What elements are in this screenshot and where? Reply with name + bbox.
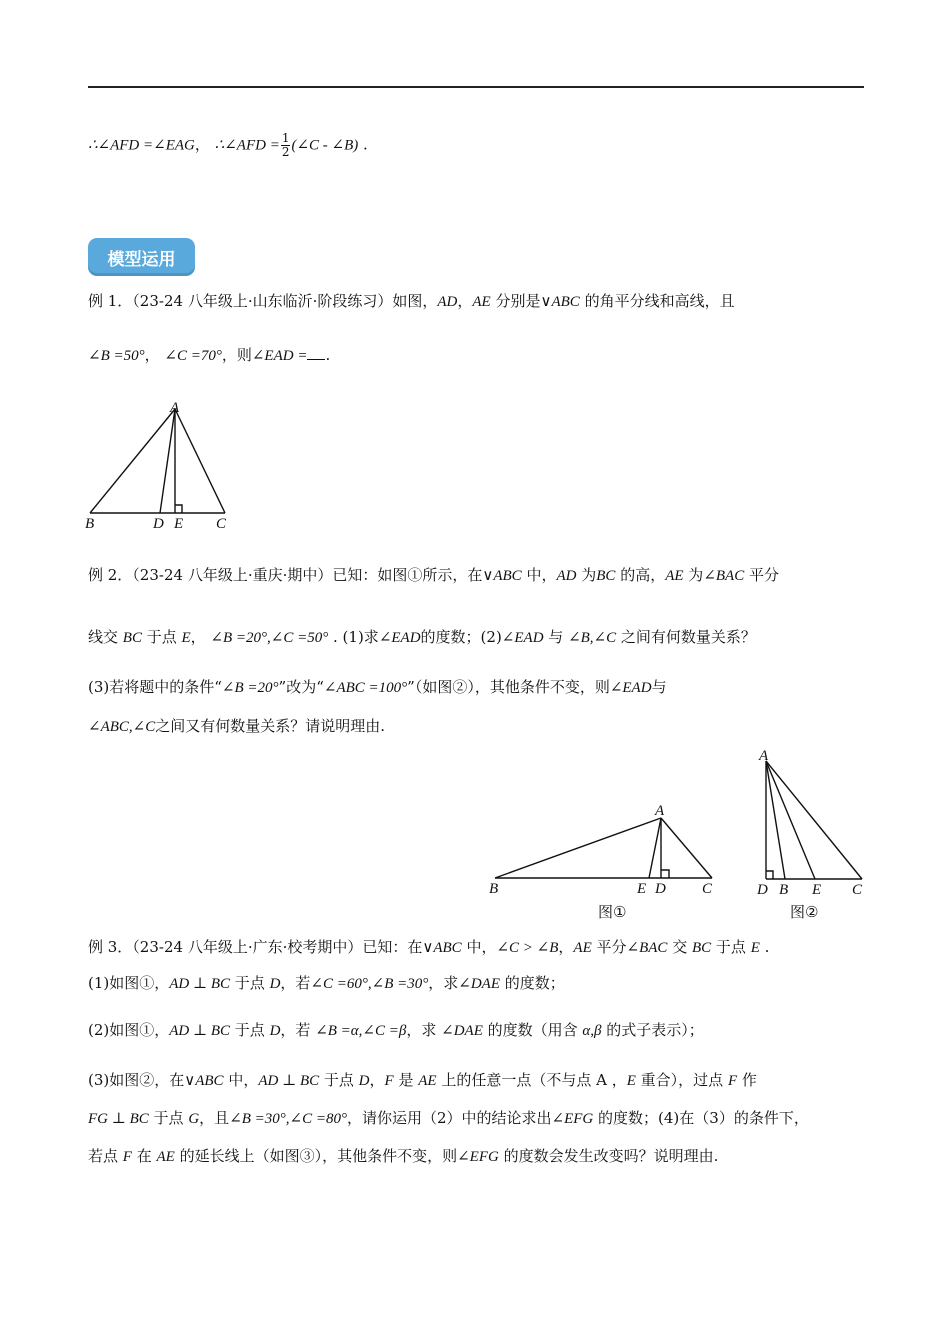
- text-run: 平分: [744, 566, 779, 584]
- math-expr: ∠B,∠C: [568, 630, 617, 646]
- math-expr: BC: [122, 630, 142, 646]
- text-run: 的角平分线和高线，且: [579, 292, 735, 310]
- math-expr: D: [269, 976, 281, 992]
- text-run: 例 1．（23-24 八年级上·山东临沂·阶段练习）如图，: [88, 292, 438, 310]
- math-expr: AE: [418, 1073, 437, 1089]
- math-expr: ∠EFG: [457, 1149, 499, 1165]
- text-run: 作: [737, 1071, 757, 1089]
- text-run: ，则: [221, 346, 252, 364]
- math-expr: ∠B =α,∠C =β: [315, 1023, 407, 1039]
- ex2-figure-2: [750, 745, 875, 923]
- math-expr: ∠EAD: [378, 630, 421, 646]
- text-run: 的高，: [615, 566, 666, 584]
- math-expr: AD: [556, 568, 577, 584]
- text-run: (1)如图①，: [88, 974, 170, 992]
- text-run: 之间有何数量关系？: [616, 628, 756, 646]
- math-expr: ∠ABC =100°: [323, 680, 408, 696]
- math-expr: AE: [156, 1149, 175, 1165]
- math-expr: ∠B =20°,∠C =50°: [210, 630, 329, 646]
- frac-num: 1: [281, 131, 290, 145]
- math-expr: ∠B =50°: [88, 348, 145, 364]
- math-expr: ∨ABC: [422, 940, 462, 956]
- math-expr: ∠B =20°: [221, 680, 279, 696]
- math-expr: AE: [665, 568, 684, 584]
- text-run: 的度数；: [499, 974, 565, 992]
- ex1-label-E: E: [174, 516, 184, 532]
- text-run: ”改为“: [278, 678, 324, 696]
- ex3-line5: [88, 1108, 809, 1129]
- fig1-caption: 图①: [598, 903, 627, 921]
- math-expr: ∠BAC: [703, 568, 745, 584]
- text-run: ，若: [280, 1021, 316, 1039]
- text-run: (3)如图②，在: [88, 1071, 185, 1089]
- math-expr: AE: [573, 940, 592, 956]
- text-run: 与: [543, 628, 569, 646]
- fig1-label-A: A: [655, 803, 665, 819]
- math-expr: E: [626, 1073, 636, 1089]
- ex3-line6: [88, 1146, 718, 1167]
- text-run: ，请你运用（2）中的结论求出: [346, 1109, 552, 1127]
- math-expr: E: [181, 630, 191, 646]
- formula-part1: ∴∠AFD =∠EAG: [88, 137, 195, 154]
- text-run: 的延长线上（如图③），其他条件不变，则: [174, 1147, 458, 1165]
- text-run: ，: [190, 628, 211, 646]
- math-expr: ∨ABC: [184, 1073, 224, 1089]
- fig2-label-B: B: [779, 882, 789, 898]
- formula-end: .: [363, 135, 368, 154]
- ex2-line4: [88, 716, 385, 737]
- math-expr: ∠EFG: [551, 1111, 594, 1127]
- text-run: 中，: [521, 566, 557, 584]
- text-run: 是: [393, 1071, 419, 1089]
- text-run: 重合），过点: [635, 1071, 728, 1089]
- text-run: ，: [144, 346, 165, 364]
- text-run: ，求: [428, 974, 459, 992]
- ex1-label-B: B: [85, 516, 95, 532]
- text-run: 例 2．（23-24 八年级上·重庆·期中）已知：如图①所示，在: [88, 566, 483, 584]
- math-expr: BC: [596, 568, 616, 584]
- fig2-label-C: C: [852, 882, 863, 898]
- formula-part2-prefix: ∴∠AFD =: [214, 137, 280, 154]
- text-run: 中，: [461, 938, 497, 956]
- text-run: 中，: [223, 1071, 259, 1089]
- text-run: . (1)求: [328, 628, 379, 646]
- text-run: 为: [576, 566, 597, 584]
- fig1-label-E: E: [637, 881, 647, 897]
- ex3-line3: [88, 1020, 704, 1041]
- math-expr: ∠C > ∠B: [496, 940, 559, 956]
- math-expr: AD ⊥ BC: [169, 976, 231, 992]
- math-expr: ∠EAD: [609, 680, 652, 696]
- text-run: ，: [369, 1071, 385, 1089]
- fig1-label-C: C: [702, 881, 713, 897]
- ex3-line4: [88, 1070, 757, 1091]
- fig2-label-A: A: [759, 748, 769, 764]
- math-expr: ∠ABC,∠C: [88, 719, 156, 735]
- fig2-label-D: D: [757, 882, 768, 898]
- text-run: 若点: [88, 1147, 123, 1165]
- text-run: 线交: [88, 628, 123, 646]
- ex3-line2: [88, 973, 565, 994]
- text-run: .: [759, 938, 770, 956]
- math-expr: ∠C =70°: [164, 348, 222, 364]
- math-expr: ∨ABC: [482, 568, 522, 584]
- text-run: ，若: [280, 974, 311, 992]
- fig2-label-E: E: [812, 882, 822, 898]
- text-run: 的度数会发生改变吗？说明理由.: [498, 1147, 719, 1165]
- text-run: 上的任意一点（不与点 A ，: [436, 1071, 627, 1089]
- ex2-line3: [88, 677, 667, 698]
- math-expr: α,β: [582, 1023, 602, 1039]
- text-run: 的度数；(4)在（3）的条件下，: [593, 1109, 809, 1127]
- math-expr: F: [122, 1149, 132, 1165]
- math-expr: FG ⊥ BC: [88, 1111, 149, 1127]
- text-run: 的式子表示）；: [601, 1021, 704, 1039]
- math-expr: ∠EAD: [501, 630, 544, 646]
- text-run: 平分: [591, 938, 627, 956]
- ex2-line1: [88, 565, 779, 586]
- ex1-line2: [88, 345, 330, 366]
- text-run: 分别是: [490, 292, 541, 310]
- math-expr: ∠C =60°,∠B =30°: [310, 976, 429, 992]
- ex2-line2: [88, 627, 756, 648]
- formula-sep: ，: [194, 135, 210, 154]
- math-expr: AD ⊥ BC: [258, 1073, 320, 1089]
- math-expr: D: [358, 1073, 370, 1089]
- text-run: 例 3．（23-24 八年级上·广东·校考期中）已知：在: [88, 938, 423, 956]
- math-expr: ∠B =30°,∠C =80°: [229, 1111, 347, 1127]
- text-run: (2)如图①，: [88, 1021, 170, 1039]
- text-run: 的度数（用含: [482, 1021, 583, 1039]
- fig1-label-B: B: [489, 881, 499, 897]
- section-badge: 模型运用: [88, 238, 195, 276]
- math-expr: F: [727, 1073, 738, 1089]
- text-run: ，: [457, 292, 473, 310]
- text-run: 于点: [230, 1021, 270, 1039]
- text-run: ，: [558, 938, 574, 956]
- frac-den: 2: [281, 145, 290, 159]
- math-expr: F: [384, 1073, 394, 1089]
- text-run: 于点: [230, 974, 270, 992]
- answer-blank: [307, 345, 325, 360]
- fraction-half: [281, 132, 291, 159]
- fig2-caption: 图②: [790, 903, 819, 921]
- ex3-line1: [88, 937, 769, 958]
- math-expr: D: [269, 1023, 281, 1039]
- text-run: ，求: [406, 1021, 442, 1039]
- ex1-label-A: A: [170, 400, 180, 416]
- text-run: 与: [651, 678, 667, 696]
- math-expr: ∠BAC: [626, 940, 668, 956]
- ex1-figure: [80, 395, 240, 535]
- text-run: ”（如图②），其他条件不变，则: [407, 678, 610, 696]
- math-expr: ∠DAE: [458, 976, 500, 992]
- math-expr: ∨ABC: [540, 294, 580, 310]
- math-expr: AD ⊥ BC: [169, 1023, 231, 1039]
- math-expr: E: [750, 940, 760, 956]
- fig1-label-D: D: [655, 881, 666, 897]
- ex1-label-C: C: [216, 516, 227, 532]
- text-run: 于点: [148, 1109, 189, 1127]
- text-run: (3)若将题中的条件“: [88, 678, 222, 696]
- text-run: 为: [683, 566, 704, 584]
- math-expr: ∠EAD =: [251, 348, 308, 364]
- ex1-line1: [88, 291, 735, 312]
- math-expr: G: [188, 1111, 200, 1127]
- text-run: 于点: [711, 938, 751, 956]
- ex1-label-D: D: [153, 516, 164, 532]
- header-rule: [88, 86, 864, 88]
- text-run: 的度数；(2): [420, 628, 502, 646]
- math-expr: AD: [437, 294, 458, 310]
- text-run: 于点: [141, 628, 182, 646]
- text-run: .: [325, 346, 331, 364]
- top-formula: [88, 132, 368, 159]
- formula-part2-suffix: (∠C - ∠B): [291, 137, 359, 154]
- math-expr: BC: [691, 940, 712, 956]
- text-run: 于点: [319, 1071, 359, 1089]
- text-run: 之间又有何数量关系？请说明理由.: [155, 717, 386, 735]
- ex2-figure-1: [485, 798, 725, 923]
- math-expr: ∠DAE: [441, 1023, 483, 1039]
- text-run: 在: [131, 1147, 157, 1165]
- math-expr: AE: [472, 294, 491, 310]
- text-run: 交: [667, 938, 692, 956]
- text-run: ，且: [199, 1109, 230, 1127]
